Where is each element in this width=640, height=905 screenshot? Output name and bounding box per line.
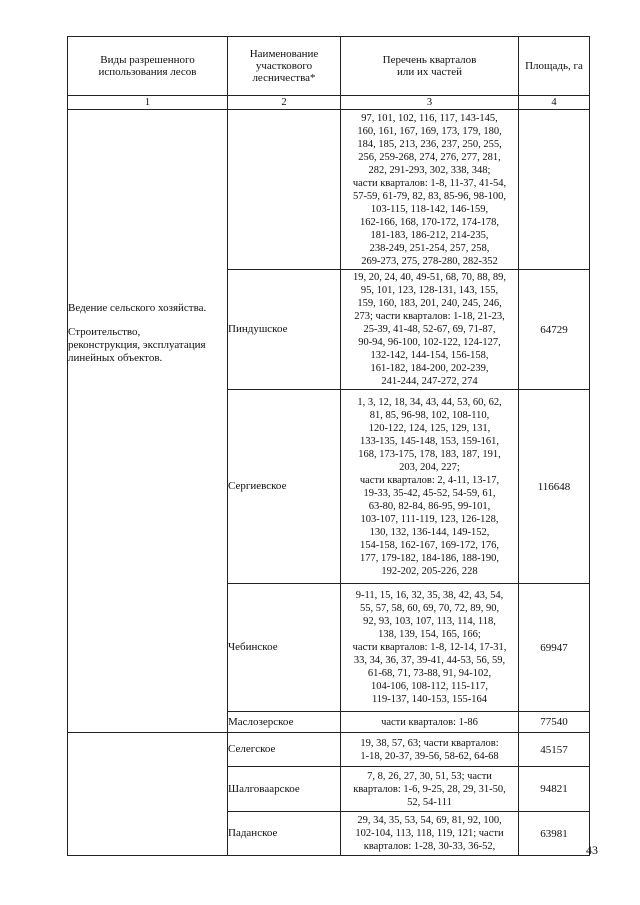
table-row xyxy=(68,812,590,856)
quarter-list: 9-11, 15, 16, 32, 35, 38, 42, 43, 54, 55, 57, 58, 60, 69, 70, 72, 89, 90, 92, 93, 103, 107, 113, 114, 118, 138, 139, 154, 165, 166; части кварталов: 1-8, 12-14, 17-31, 33, 34, 36, 37, 39-41, 44-53, 56, 59, 61-68, 71, 73-88, 91, 94-102, 104-106, 108-112, 115-117, 119-137, 140-153, 155-164 xyxy=(341,584,519,712)
area-value xyxy=(519,110,590,270)
quarter-list: части кварталов: 1-86 xyxy=(341,712,519,733)
forestry-name xyxy=(228,110,341,270)
column-number: 3 xyxy=(341,96,519,110)
quarter-list: 1, 3, 12, 18, 34, 43, 44, 53, 60, 62, 81, 85, 96-98, 102, 108-110, 120-122, 124, 125, 129, 131, 133-135, 145-148, 153, 159-161, 168, 173-175, 178, 183, 187, 191, 203, 204, 227; части кварталов: 2, 4-11, 13-17, 19-33, 35-42, 45-52, 54-59, 61, 63-80, 82-84, 86-95, 99-101, 103-107, 111-119, 123, 126-128, 130, 132, 136-144, 149-152, 154-158, 162-167, 169-172, 176, 177, 179-182, 184-186, 188-190, 192-202, 205-226, 228 xyxy=(341,390,519,584)
use-type-cell xyxy=(68,110,228,733)
forestry-name: Чебинское xyxy=(228,584,341,712)
empty-use-cell xyxy=(68,767,228,812)
forestry-name: Паданское xyxy=(228,812,341,856)
header-quarter-list: Перечень кварталов или их частей xyxy=(341,37,519,96)
column-number-row xyxy=(68,96,590,110)
forestry-name: Шалговаарское xyxy=(228,767,341,812)
forestry-name: Пиндушское xyxy=(228,270,341,390)
area-value: 45157 xyxy=(519,733,590,767)
area-value: 64729 xyxy=(519,270,590,390)
quarter-list: 19, 38, 57, 63; части кварталов: 1-18, 20-37, 39-56, 58-62, 64-68 xyxy=(341,733,519,767)
empty-use-cell xyxy=(68,733,228,767)
header-area: Площадь, га xyxy=(519,37,590,96)
area-value: 116648 xyxy=(519,390,590,584)
use-type-agriculture: Ведение сельского хозяйства. xyxy=(68,302,207,314)
column-number: 1 xyxy=(68,96,228,110)
header-use-type: Виды разрешенного использования лесов xyxy=(68,37,228,96)
column-number: 4 xyxy=(519,96,590,110)
page-number: 43 xyxy=(586,843,598,857)
column-number: 2 xyxy=(228,96,341,110)
quarter-list: 29, 34, 35, 53, 54, 69, 81, 92, 100, 102-104, 113, 118, 119, 121; части кварталов: 1-28, 30-33, 36-52, xyxy=(341,812,519,856)
use-type-linear-objects: Строительство, реконструкция, эксплуатация линейных объектов. xyxy=(68,326,206,364)
forestry-name: Сергиевское xyxy=(228,390,341,584)
quarter-list: 19, 20, 24, 40, 49-51, 68, 70, 88, 89, 95, 101, 123, 128-131, 143, 155, 159, 160, 183, 201, 240, 245, 246, 273; части кварталов: 1-18, 21-23, 25-39, 41-48, 52-67, 69, 71-87, 90-94, 96-100, 102-122, 124-127, 132-142, 144-154, 156-158, 161-182, 184-200, 202-239, 241-244, 247-272, 274 xyxy=(341,270,519,390)
area-value: 69947 xyxy=(519,584,590,712)
table-row xyxy=(68,110,590,270)
forest-use-table xyxy=(67,36,590,856)
empty-use-cell xyxy=(68,812,228,856)
area-value: 94821 xyxy=(519,767,590,812)
area-value: 63981 xyxy=(519,812,590,856)
header-row xyxy=(68,37,590,96)
header-forestry-name: Наименование участкового лесничества* xyxy=(228,37,341,96)
area-value: 77540 xyxy=(519,712,590,733)
table-row xyxy=(68,733,590,767)
quarter-list: 7, 8, 26, 27, 30, 51, 53; части кварталов: 1-6, 9-25, 28, 29, 31-50, 52, 54-111 xyxy=(341,767,519,812)
forestry-name: Селегское xyxy=(228,733,341,767)
table-row xyxy=(68,767,590,812)
forestry-name: Маслозерское xyxy=(228,712,341,733)
quarter-list: 97, 101, 102, 116, 117, 143-145, 160, 161, 167, 169, 173, 179, 180, 184, 185, 213, 236, 237, 250, 255, 256, 259-268, 274, 276, 277, 281, 282, 291-293, 302, 338, 348; части кварталов: 1-8, 11-37, 41-54, 57-59, 61-79, 82, 83, 85-96, 98-100, 103-115, 118-142, 146-159, 162-166, 168, 170-172, 174-178, 181-183, 186-212, 214-235, 238-249, 251-254, 257, 258, 269-273, 275, 278-280, 282-352 xyxy=(341,110,519,270)
